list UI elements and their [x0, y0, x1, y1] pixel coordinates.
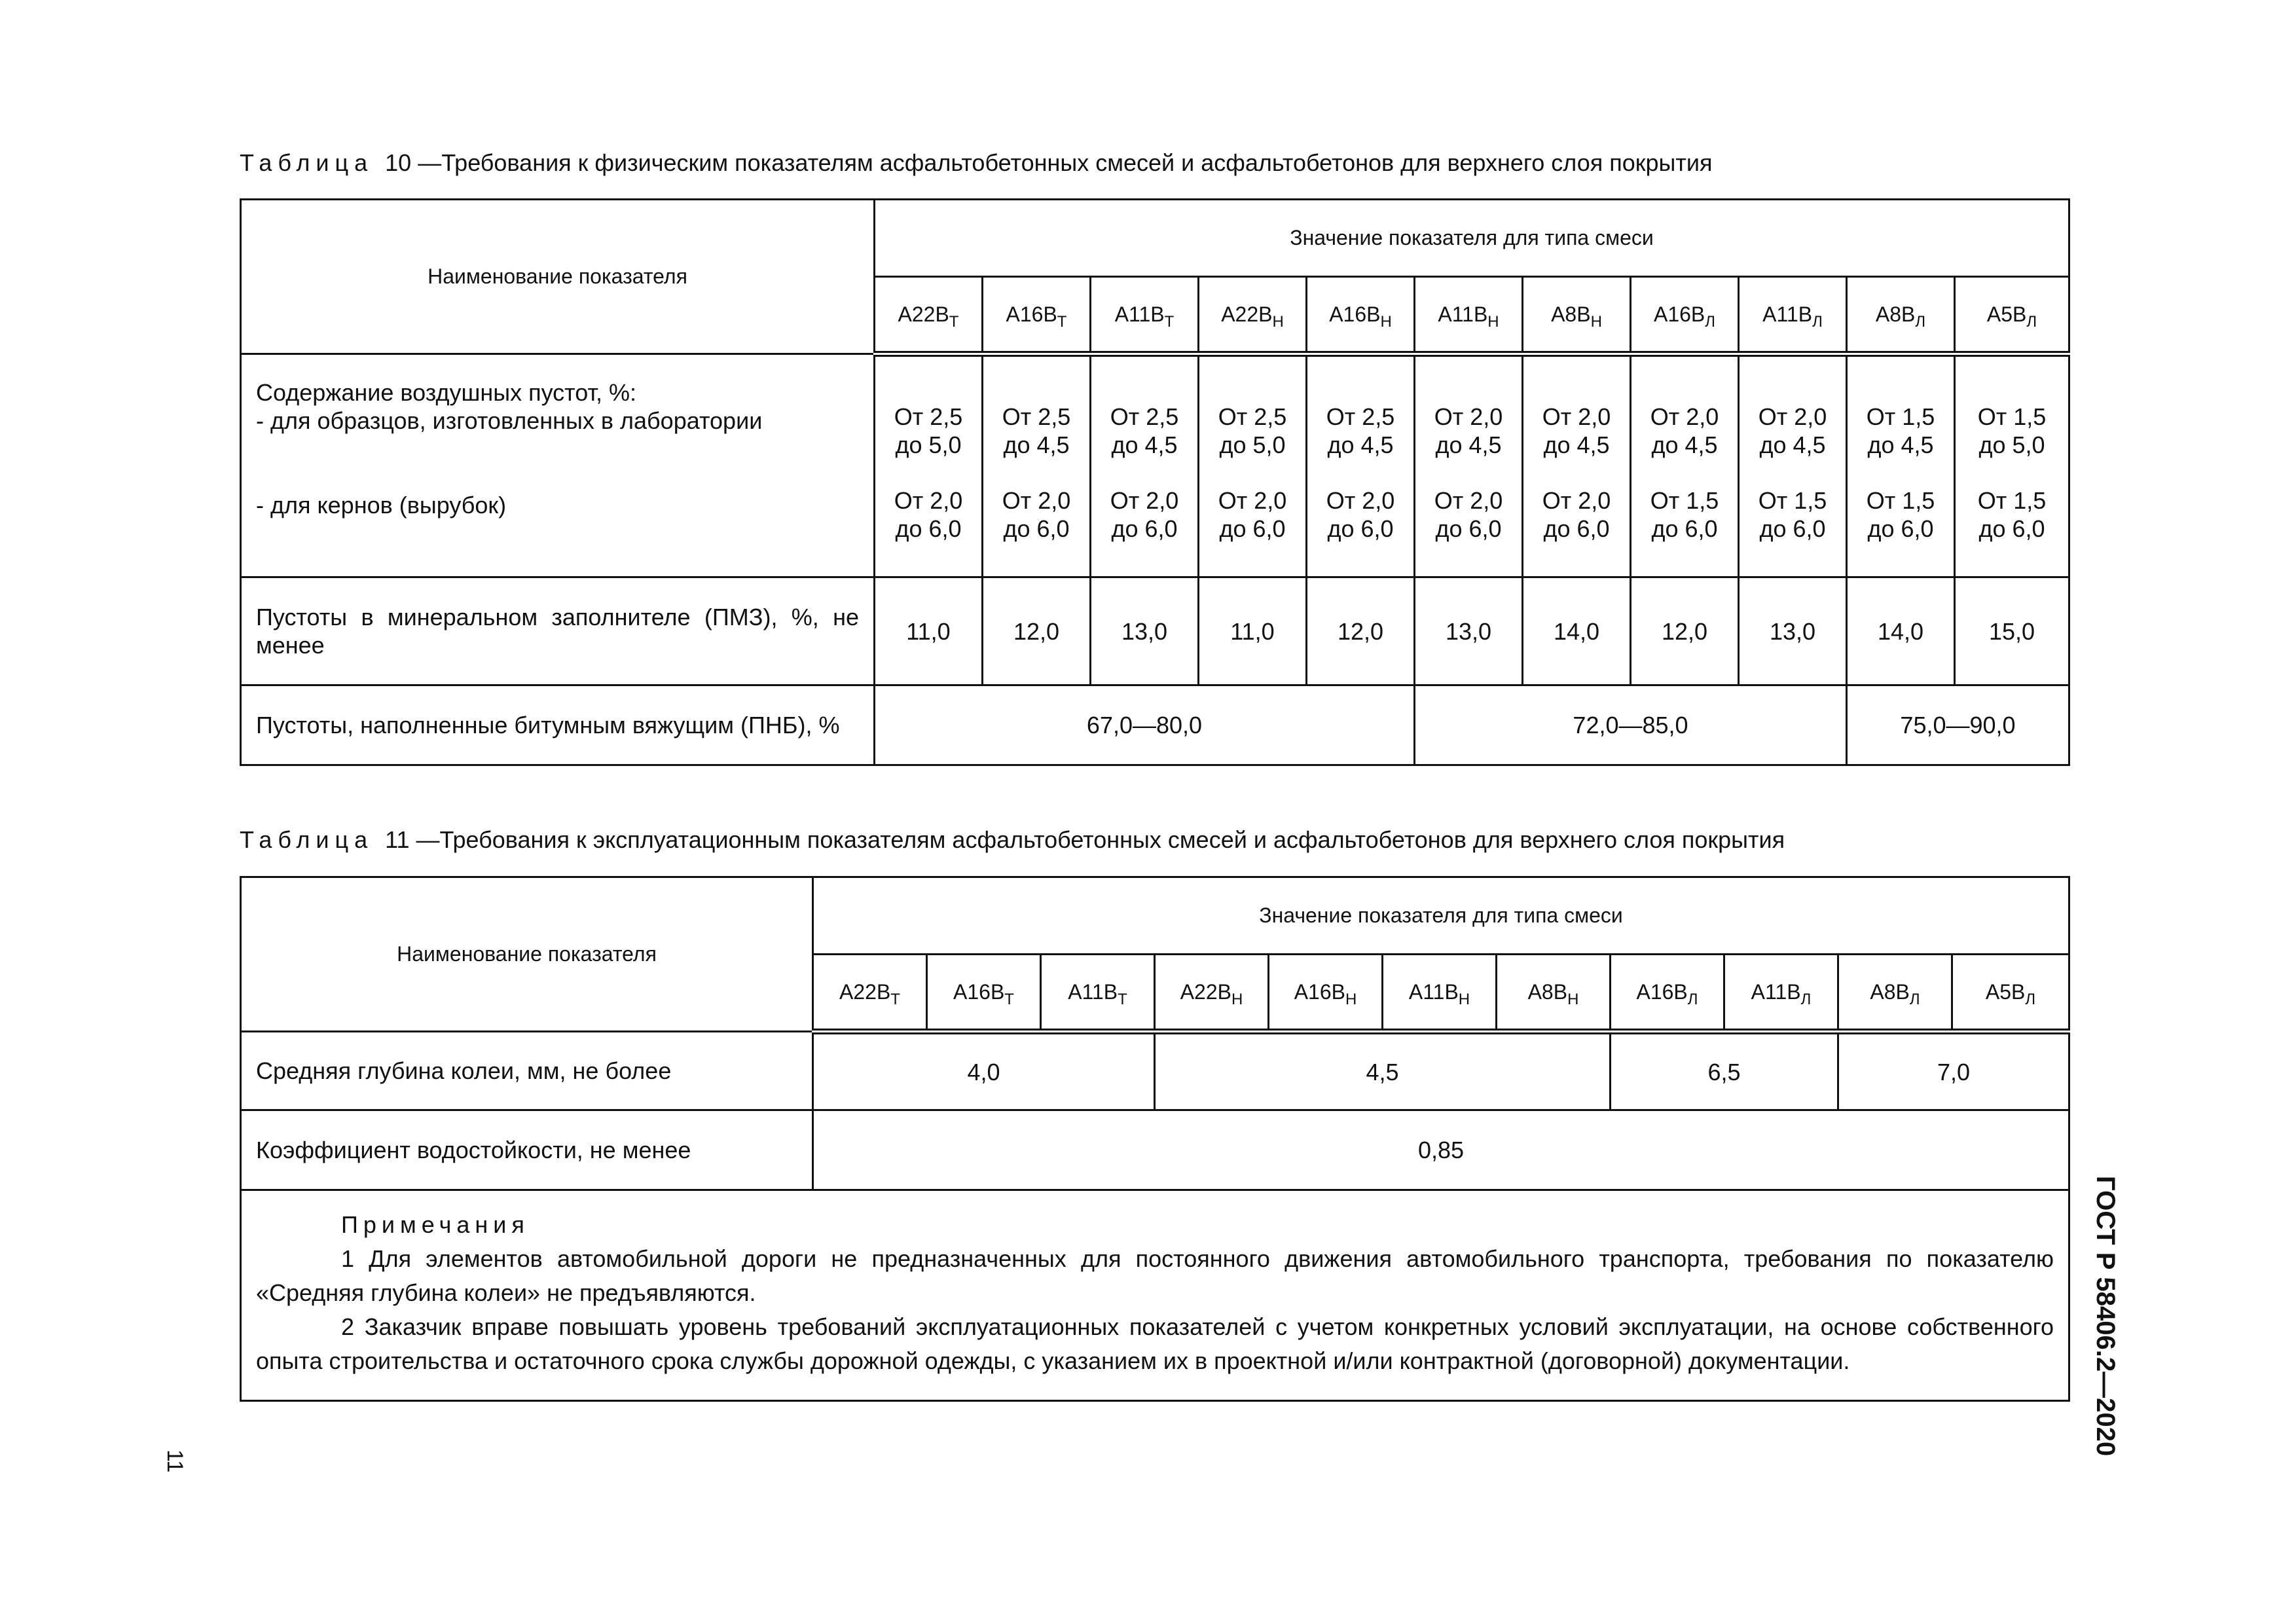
mix-type-code: А8В	[1875, 302, 1916, 326]
mix-type-subscript: Л	[1687, 990, 1698, 1008]
mix-type-code: А11В	[1438, 302, 1488, 326]
air-voids-lab-value: От 2,0 до 4,5	[1542, 403, 1611, 458]
mix-type-code: А8В	[1527, 979, 1568, 1004]
mix-type-header	[1724, 955, 1838, 1032]
mix-type-code: А22В	[1221, 302, 1273, 326]
rut-depth-value-n: 4,5	[1155, 1032, 1611, 1110]
table-11	[240, 876, 2070, 1402]
mix-type-header	[875, 277, 983, 354]
table-10-caption	[240, 149, 1712, 177]
mix-type-code: А16В	[1294, 979, 1345, 1004]
mix-type-subscript: Н	[1345, 990, 1357, 1008]
mix-type-header	[1955, 277, 2069, 354]
air-voids-lab-value: От 1,5 до 5,0	[1977, 403, 2047, 458]
rut-depth-value-l-2: 7,0	[1838, 1032, 2069, 1110]
air-voids-cell	[1199, 354, 1307, 577]
air-voids-title: Содержание воздушных пустот, %:	[256, 379, 637, 406]
mix-type-subscript: Н	[1567, 990, 1579, 1008]
mix-type-header	[1952, 955, 2069, 1032]
notes-row	[241, 1190, 2069, 1401]
air-voids-core-value: От 1,5 до 6,0	[1650, 487, 1719, 542]
air-voids-core-value: От 2,0 до 6,0	[894, 487, 963, 542]
pnb-row	[241, 685, 2069, 765]
pmz-row	[241, 577, 2069, 685]
mix-type-code: А16В	[1653, 302, 1705, 326]
note-1: 1 Для элементов автомобильной дороги не предназначенных для постоянного движения автомобильного транспорта, требования по показателю «Средняя глубина колеи» не предъявляются.	[256, 1245, 2054, 1306]
mix-type-header	[1091, 277, 1199, 354]
mix-type-subscript: Т	[949, 312, 959, 331]
mix-type-subscript: Н	[1380, 312, 1392, 331]
pmz-value: 13,0	[1091, 577, 1199, 685]
mix-type-header	[1739, 277, 1847, 354]
air-voids-lab-label: - для образцов, изготовленных в лаборатории	[256, 407, 763, 434]
table-11-caption-text: 11 —Требования к эксплуатационным показателям асфальтобетонных смесей и асфальтобетонов для верхнего слоя покрытия	[385, 826, 1785, 853]
mix-type-code: А11В	[1408, 979, 1459, 1004]
pmz-value: 13,0	[1415, 577, 1523, 685]
air-voids-lab-value: От 2,0 до 4,5	[1650, 403, 1719, 458]
mix-type-subscript: Л	[2026, 312, 2037, 331]
mix-type-subscript: Н	[1231, 990, 1243, 1008]
mix-type-header	[927, 955, 1041, 1032]
mix-type-header	[1497, 955, 1611, 1032]
air-voids-cell	[1739, 354, 1847, 577]
mix-type-header	[983, 277, 1091, 354]
air-voids-lab-value: От 1,5 до 4,5	[1866, 403, 1935, 458]
header-value-type: Значение показателя для типа смеси	[813, 877, 2069, 955]
pmz-value: 14,0	[1523, 577, 1631, 685]
air-voids-core-value: От 2,0 до 6,0	[1002, 487, 1071, 542]
mix-type-header	[1269, 955, 1383, 1032]
pnb-label: Пустоты, наполненные битумным вяжущим (ПНБ), %	[241, 685, 875, 765]
mix-type-code: А5В	[1985, 979, 2026, 1004]
mix-type-header	[1383, 955, 1497, 1032]
air-voids-cell	[1955, 354, 2069, 577]
header-indicator-name: Наименование показателя	[241, 877, 813, 1032]
table-10-caption-text: 10 —Требования к физическим показателям асфальтобетонных смесей и асфальтобетонов для верхнего слоя покрытия	[385, 149, 1713, 176]
mix-type-code: А22В	[898, 302, 949, 326]
pmz-label: Пустоты в минеральном заполнителе (ПМЗ), %, не менее	[241, 577, 875, 685]
water-resistance-value: 0,85	[813, 1110, 2069, 1190]
mix-type-code: А8В	[1551, 302, 1591, 326]
table-10-caption-word: Таблица	[240, 149, 374, 176]
air-voids-lab-value: От 2,5 до 5,0	[1218, 403, 1287, 458]
mix-type-subscript: Н	[1272, 312, 1284, 331]
mix-type-header	[813, 955, 927, 1032]
mix-type-subscript: Н	[1590, 312, 1602, 331]
mix-type-subscript: Л	[1915, 312, 1926, 331]
mix-type-subscript: Т	[1057, 312, 1067, 331]
mix-type-code: А16В	[953, 979, 1005, 1004]
mix-type-code: А11В	[1068, 979, 1118, 1004]
mix-type-code: А11В	[1114, 302, 1165, 326]
table-10	[240, 198, 2070, 766]
mix-type-code: А22В	[1180, 979, 1231, 1004]
pmz-value: 14,0	[1847, 577, 1955, 685]
header-indicator-name: Наименование показателя	[241, 200, 875, 354]
mix-type-code: А5В	[1986, 302, 2027, 326]
pmz-value: 11,0	[1199, 577, 1307, 685]
pmz-value: 12,0	[1307, 577, 1415, 685]
mix-type-subscript: Л	[1812, 312, 1823, 331]
pnb-value-t-n: 67,0—80,0	[875, 685, 1415, 765]
mix-type-code: А8В	[1870, 979, 1910, 1004]
mix-type-header	[1415, 277, 1523, 354]
water-resistance-row	[241, 1110, 2069, 1190]
air-voids-row	[241, 354, 2069, 577]
air-voids-lab-value: От 2,5 до 5,0	[894, 403, 963, 458]
rut-depth-label: Средняя глубина колеи, мм, не более	[241, 1032, 813, 1110]
note-2: 2 Заказчик вправе повышать уровень требований эксплуатационных показателей с учетом конкретных условий эксплуатации, на основе собственного опыта строительства и остаточного срока службы дорожной одежды, с указанием их в проектной и/или контрактной (договорной) документации.	[256, 1313, 2054, 1374]
air-voids-cell	[875, 354, 983, 577]
mix-type-subscript: Л	[1909, 990, 1920, 1008]
mix-type-subscript: Н	[1487, 312, 1499, 331]
air-voids-core-value: От 1,5 до 6,0	[1977, 487, 2047, 542]
air-voids-lab-value: От 2,5 до 4,5	[1110, 403, 1179, 458]
mix-type-subscript: Т	[1164, 312, 1175, 331]
notes-title: Примечания	[341, 1211, 530, 1238]
pnb-value-n-l: 72,0—85,0	[1415, 685, 1847, 765]
mix-type-header	[1838, 955, 1952, 1032]
mix-type-code: А16В	[1006, 302, 1057, 326]
rut-depth-value-t: 4,0	[813, 1032, 1155, 1110]
rut-depth-value-l-1: 6,5	[1611, 1032, 1838, 1110]
standard-designation: ГОСТ Р 58406.2—2020	[2091, 1176, 2120, 1457]
mix-type-subscript: Л	[1705, 312, 1716, 331]
rut-depth-row	[241, 1032, 2069, 1110]
air-voids-core-label: - для кернов (вырубок)	[256, 492, 507, 519]
water-resistance-label: Коэффициент водостойкости, не менее	[241, 1110, 813, 1190]
pmz-value: 12,0	[983, 577, 1091, 685]
air-voids-core-value: От 1,5 до 6,0	[1866, 487, 1935, 542]
table-11-caption-word: Таблица	[240, 826, 374, 853]
air-voids-cell	[1631, 354, 1739, 577]
mix-type-subscript: Л	[2025, 990, 2036, 1008]
pmz-value: 11,0	[875, 577, 983, 685]
mix-type-code: А16В	[1636, 979, 1688, 1004]
mix-type-subscript: Н	[1458, 990, 1470, 1008]
air-voids-lab-value: От 2,5 до 4,5	[1002, 403, 1071, 458]
air-voids-core-value: От 2,0 до 6,0	[1434, 487, 1503, 542]
mix-type-subscript: Т	[1004, 990, 1014, 1008]
pmz-value: 15,0	[1955, 577, 2069, 685]
air-voids-cell	[1307, 354, 1415, 577]
mix-type-code: А11В	[1762, 302, 1813, 326]
air-voids-core-value: От 2,0 до 6,0	[1542, 487, 1611, 542]
mix-type-code: А16В	[1329, 302, 1381, 326]
mix-type-header	[1199, 277, 1307, 354]
air-voids-cell	[1091, 354, 1199, 577]
mix-type-subscript: Т	[890, 990, 900, 1008]
header-value-type: Значение показателя для типа смеси	[875, 200, 2069, 277]
mix-type-header	[1847, 277, 1955, 354]
mix-type-header	[1611, 955, 1724, 1032]
air-voids-cell	[1523, 354, 1631, 577]
air-voids-lab-value: От 2,5 до 4,5	[1326, 403, 1395, 458]
air-voids-cell	[983, 354, 1091, 577]
mix-type-subscript: Л	[1800, 990, 1812, 1008]
air-voids-core-value: От 2,0 до 6,0	[1110, 487, 1179, 542]
table-11-caption	[240, 826, 1785, 854]
air-voids-lab-value: От 2,0 до 4,5	[1434, 403, 1503, 458]
mix-type-header	[1307, 277, 1415, 354]
air-voids-cell	[1415, 354, 1523, 577]
mix-type-header	[1631, 277, 1739, 354]
mix-type-code: А11В	[1751, 979, 1801, 1004]
mix-type-header	[1523, 277, 1631, 354]
mix-type-code: А22В	[839, 979, 891, 1004]
air-voids-cell	[1847, 354, 1955, 577]
mix-type-header	[1041, 955, 1155, 1032]
mix-type-header	[1155, 955, 1269, 1032]
notes-block	[241, 1190, 2069, 1401]
pnb-value-l: 75,0—90,0	[1847, 685, 2069, 765]
pmz-value: 12,0	[1631, 577, 1739, 685]
air-voids-core-value: От 2,0 до 6,0	[1326, 487, 1395, 542]
mix-type-subscript: Т	[1118, 990, 1127, 1008]
air-voids-lab-value: От 2,0 до 4,5	[1758, 403, 1827, 458]
air-voids-core-value: От 2,0 до 6,0	[1218, 487, 1287, 542]
page-number: 11	[162, 1450, 187, 1473]
pmz-value: 13,0	[1739, 577, 1847, 685]
air-voids-core-value: От 1,5 до 6,0	[1758, 487, 1827, 542]
